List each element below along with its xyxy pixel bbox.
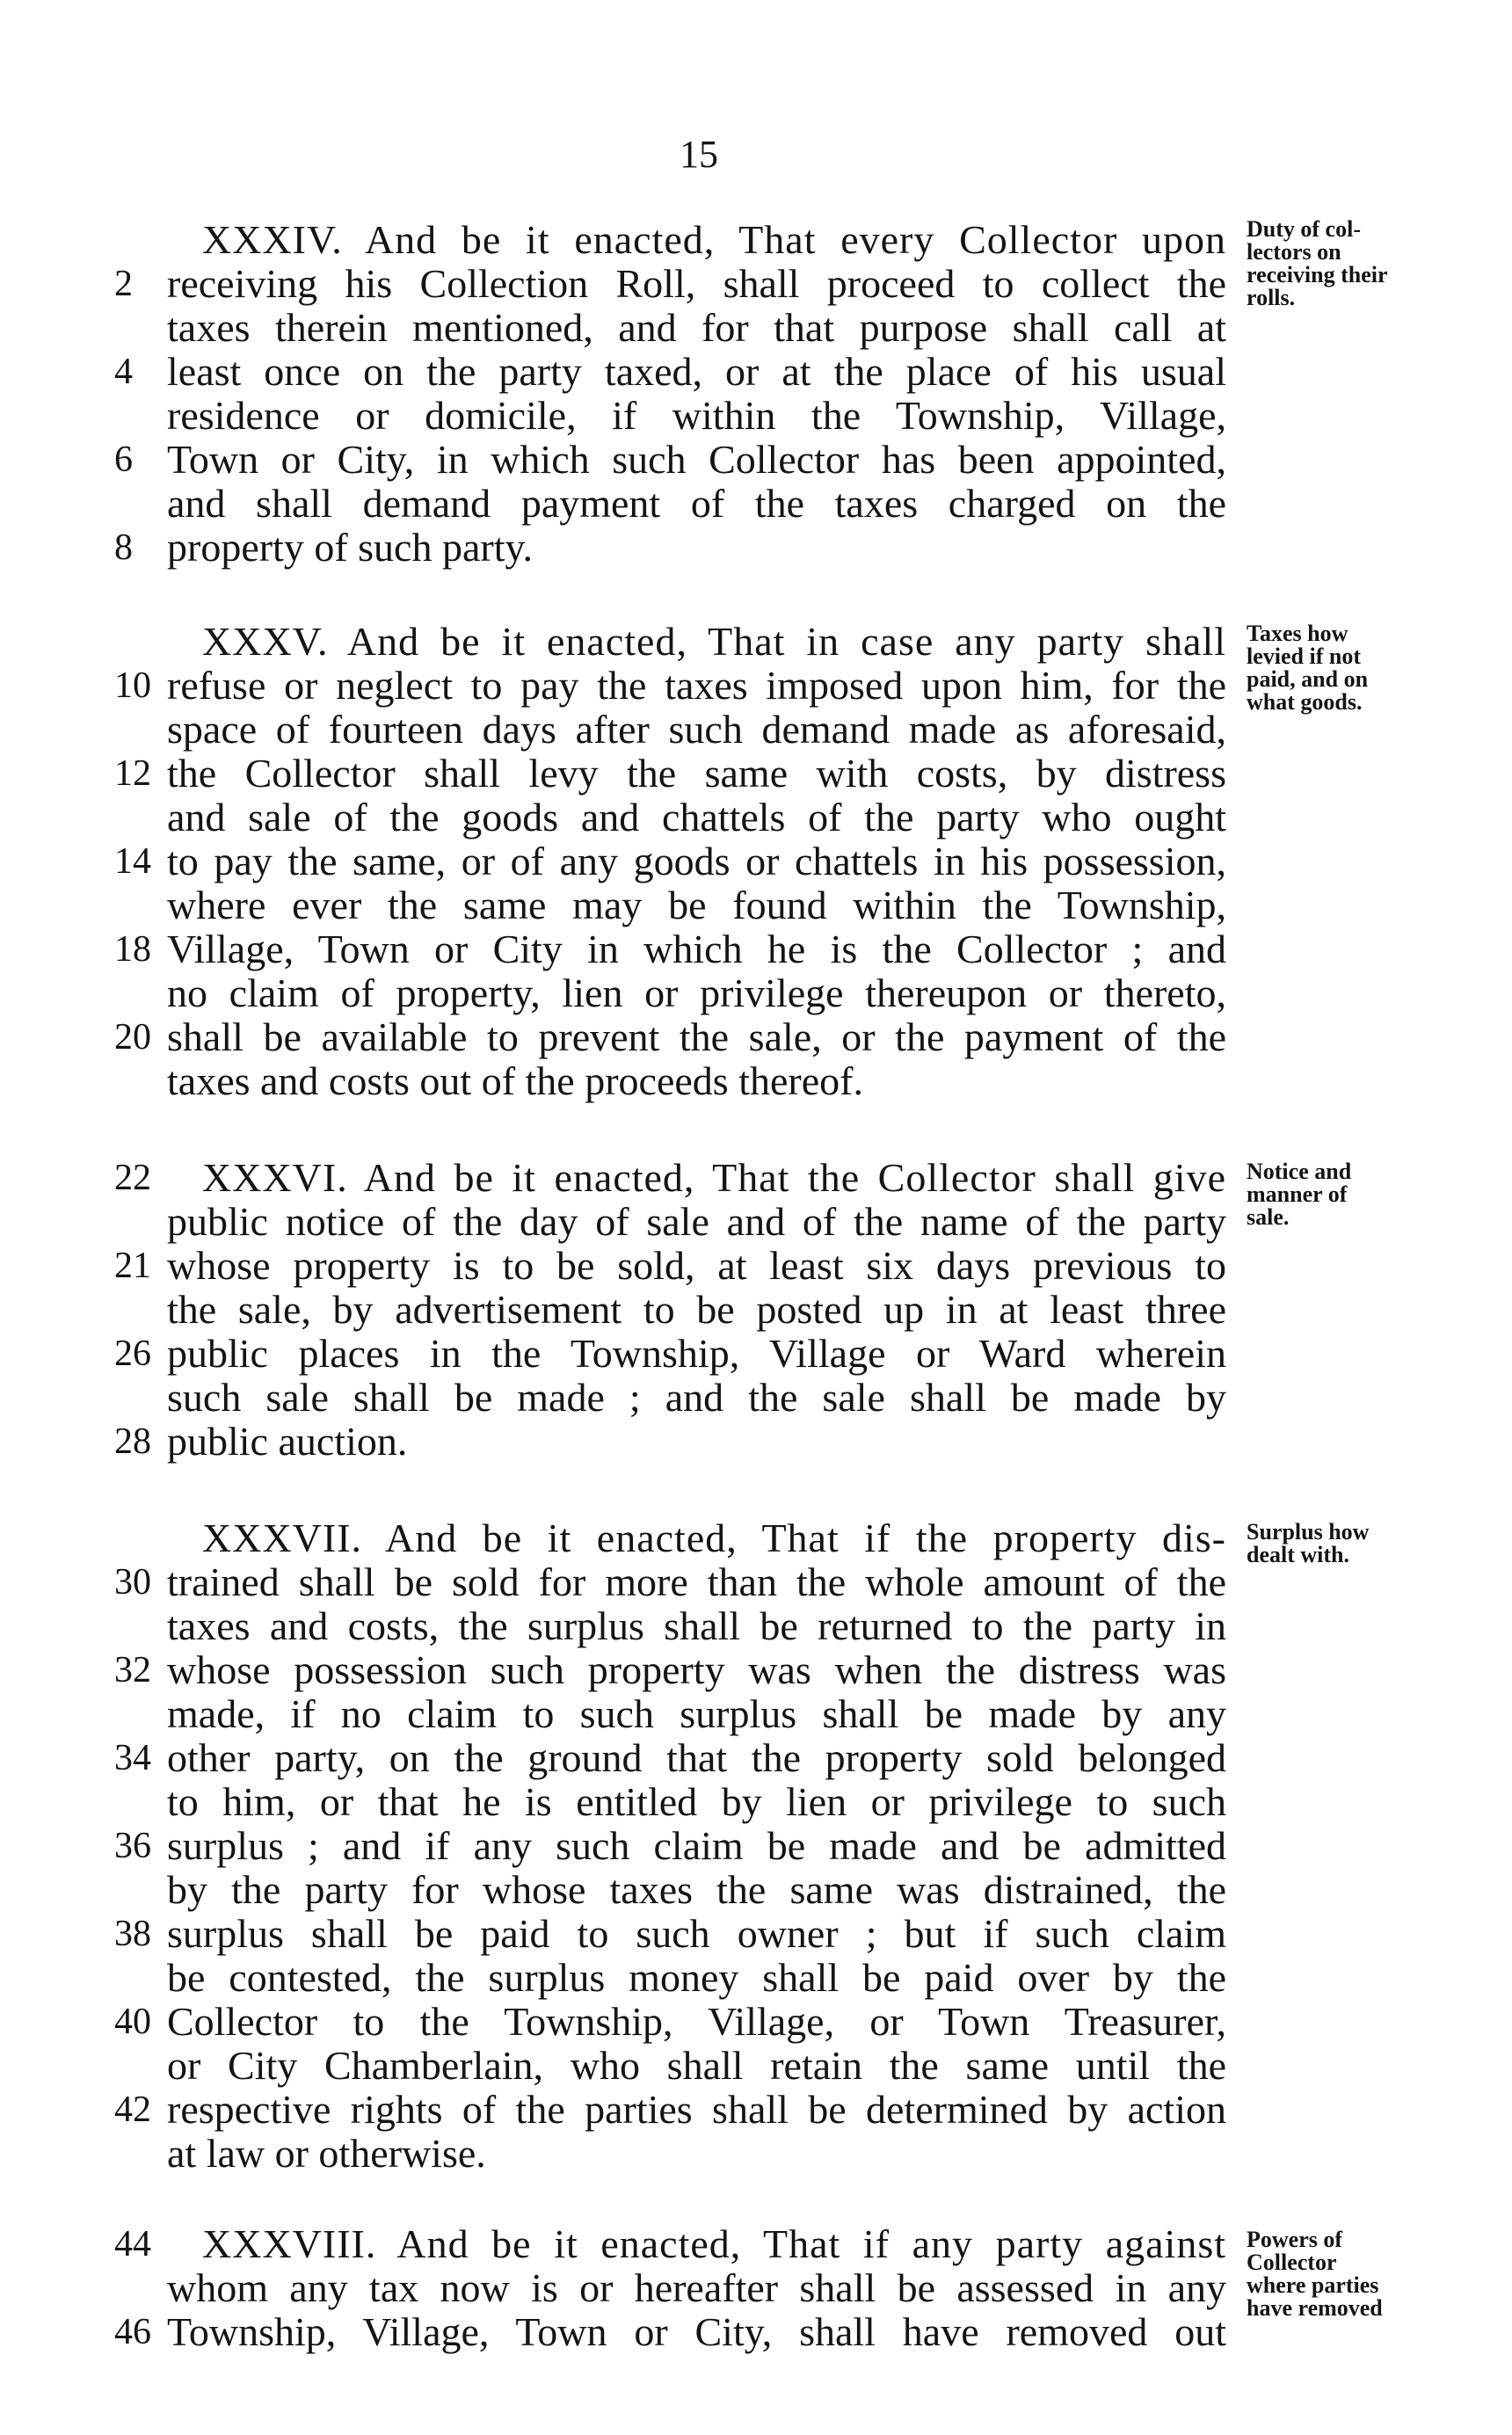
margin-note-powers-of-collector [1247, 2228, 1510, 2320]
line-text: Township, Village, Town or City, shall have removed out [167, 2309, 1226, 2354]
line-text: whose property is to be sold, at least six days previous to [167, 1243, 1226, 1288]
line-text: where ever the same may be found within the Township, [167, 883, 1226, 927]
line-number: 18 [114, 929, 151, 970]
line-text: XXXVII. And be it enacted, That if the property dis- [202, 1516, 1226, 1560]
text-line [0, 1288, 1512, 1332]
line-text: space of fourteen days after such demand made as aforesaid, [167, 707, 1226, 752]
line-text: residence or domicile, if within the Township, Village, [167, 393, 1226, 438]
line-text: XXXVI. And be it enacted, That the Collector shall give [202, 1155, 1226, 1200]
text-line [0, 2132, 1512, 2176]
text-line [0, 2044, 1512, 2088]
line-text: no claim of property, lien or privilege thereupon or thereto, [167, 970, 1226, 1015]
margin-note-line: sale. [1247, 1204, 1290, 1230]
line-text: the Collector shall levy the same with costs, by distress [167, 751, 1226, 796]
line-text: Collector to the Township, Village, or Town Treasurer, [167, 1999, 1226, 2044]
text-line [0, 306, 1512, 350]
line-text: taxes and costs out of the proceeds thereof. [167, 1058, 863, 1103]
text-line [0, 1868, 1512, 1912]
margin-note-surplus [1247, 1521, 1510, 1566]
text-line [0, 1604, 1512, 1648]
line-text: Town or City, in which such Collector has been appointed, [167, 437, 1226, 482]
text-line [0, 927, 1512, 971]
text-line [0, 1956, 1512, 2000]
text-line [0, 840, 1512, 883]
margin-note-line: levied if not [1247, 643, 1361, 669]
line-text: whom any tax now is or hereafter shall be assessed in any [167, 2265, 1226, 2310]
text-line [0, 883, 1512, 927]
line-number: 32 [114, 1650, 151, 1690]
line-text: least once on the party taxed, or at the place of his usual [167, 349, 1226, 394]
line-number: 42 [114, 2090, 151, 2130]
margin-note-notice-of-sale [1247, 1160, 1510, 1229]
margin-note-line: rolls. [1247, 285, 1296, 310]
line-text: receiving his Collection Roll, shall proceed to collect the [167, 261, 1226, 306]
text-line [0, 1692, 1512, 1736]
text-line [0, 1824, 1512, 1868]
line-number: 38 [114, 1914, 151, 1954]
line-text: to pay the same, or of any goods or chattels in his possession, [167, 839, 1226, 883]
line-text: XXXIV. And be it enacted, That every Collector upon [202, 217, 1226, 262]
text-line [0, 1244, 1512, 1288]
margin-note-line: Duty of col- [1247, 216, 1361, 242]
line-text: property of such party. [167, 525, 533, 570]
line-text: shall be available to prevent the sale, or the payment of the [167, 1014, 1226, 1059]
line-text: be contested, the surplus money shall be paid over by the [167, 1955, 1226, 2000]
line-text: such sale shall be made ; and the sale shall be made by [167, 1375, 1226, 1420]
text-line [0, 1780, 1512, 1824]
text-line [0, 1059, 1512, 1103]
line-text: and sale of the goods and chattels of the party who ought [167, 795, 1226, 840]
text-line [0, 752, 1512, 796]
line-number: 40 [114, 2002, 151, 2042]
line-text: Village, Town or City in which he is the Collector ; and [167, 927, 1226, 971]
line-number: 34 [114, 1738, 151, 1778]
line-text: other party, on the ground that the property sold belonged [167, 1735, 1226, 1780]
line-number: 14 [114, 841, 151, 882]
line-text: public auction. [167, 1419, 408, 1464]
margin-note-line: manner of [1247, 1181, 1348, 1207]
line-text: and shall demand payment of the taxes charged on the [167, 481, 1226, 526]
line-text: to him, or that he is entitled by lien or privilege to such [167, 1779, 1226, 1824]
margin-note-line: Surplus how [1247, 1519, 1370, 1545]
text-line [0, 2000, 1512, 2044]
text-line [0, 971, 1512, 1015]
text-line [0, 2088, 1512, 2132]
line-number: 28 [114, 1421, 151, 1462]
line-number: 12 [114, 753, 151, 794]
line-text: XXXVIII. And be it enacted, That if any party against [202, 2221, 1226, 2266]
line-text: taxes therein mentioned, and for that purpose shall call at [167, 305, 1226, 350]
text-line [0, 1648, 1512, 1692]
text-line [0, 1376, 1512, 1420]
margin-note-line: paid, and on [1247, 666, 1369, 692]
text-line [0, 796, 1512, 840]
line-text: by the party for whose taxes the same was distrained, the [167, 1867, 1226, 1912]
text-line [0, 394, 1512, 438]
line-number: 2 [114, 264, 133, 304]
line-text: taxes and costs, the surplus shall be returned to the party in [167, 1603, 1226, 1648]
line-text: public notice of the day of sale and of the name of the party [167, 1199, 1226, 1244]
margin-note-line: lectors on [1247, 239, 1341, 265]
line-text: or City Chamberlain, who shall retain the same until the [167, 2043, 1226, 2088]
line-number: 6 [114, 440, 133, 480]
line-text: made, if no claim to such surplus shall be made by any [167, 1691, 1226, 1736]
text-line [0, 1736, 1512, 1780]
line-text: whose possession such property was when the distress was [167, 1647, 1226, 1692]
text-line [0, 1912, 1512, 1956]
text-line [0, 526, 1512, 570]
margin-note-line: where parties [1247, 2272, 1379, 2298]
line-text: XXXV. And be it enacted, That in case any party shall [202, 619, 1226, 664]
line-text: the sale, by advertisement to be posted up in at least three [167, 1287, 1226, 1332]
line-number: 36 [114, 1826, 151, 1866]
margin-note-line: Collector [1247, 2250, 1337, 2275]
line-text: trained shall be sold for more than the whole amount of the [167, 1559, 1226, 1604]
page-number: 15 [680, 133, 718, 176]
line-text: respective rights of the parties shall be determined by action [167, 2087, 1226, 2132]
margin-note-line: receiving their [1247, 262, 1388, 287]
text-line [0, 482, 1512, 526]
line-text: surplus ; and if any such claim be made and be admitted [167, 1823, 1226, 1868]
line-number: 26 [114, 1334, 151, 1374]
text-line [0, 438, 1512, 482]
text-line [0, 1420, 1512, 1464]
line-text: public places in the Township, Village or Ward wherein [167, 1331, 1226, 1376]
margin-note-line: dealt with. [1247, 1542, 1349, 1567]
text-line [0, 1332, 1512, 1376]
line-number: 44 [114, 2224, 151, 2264]
line-text: surplus shall be paid to such owner ; but if such claim [167, 1911, 1226, 1956]
margin-note-taxes-how-levied [1247, 622, 1510, 714]
line-number: 21 [114, 1246, 151, 1286]
margin-note-duty-of-collectors [1247, 218, 1510, 309]
line-number: 20 [114, 1017, 151, 1058]
text-line [0, 350, 1512, 394]
line-number: 4 [114, 352, 133, 392]
text-line [0, 1015, 1512, 1059]
margin-note-line: have removed [1247, 2295, 1383, 2321]
section-xxxvii [0, 1516, 1512, 2176]
margin-note-line: Powers of [1247, 2227, 1343, 2252]
line-number: 46 [114, 2312, 151, 2352]
margin-note-line: Taxes how [1247, 621, 1348, 646]
line-text: refuse or neglect to pay the taxes imposed upon him, for the [167, 663, 1226, 708]
line-number: 8 [114, 527, 133, 568]
margin-note-line: what goods. [1247, 689, 1363, 715]
margin-note-line: Notice and [1247, 1159, 1352, 1184]
line-number: 10 [114, 665, 151, 706]
line-number: 22 [114, 1158, 151, 1198]
line-number: 30 [114, 1562, 151, 1603]
line-text: at law or otherwise. [167, 2131, 486, 2176]
